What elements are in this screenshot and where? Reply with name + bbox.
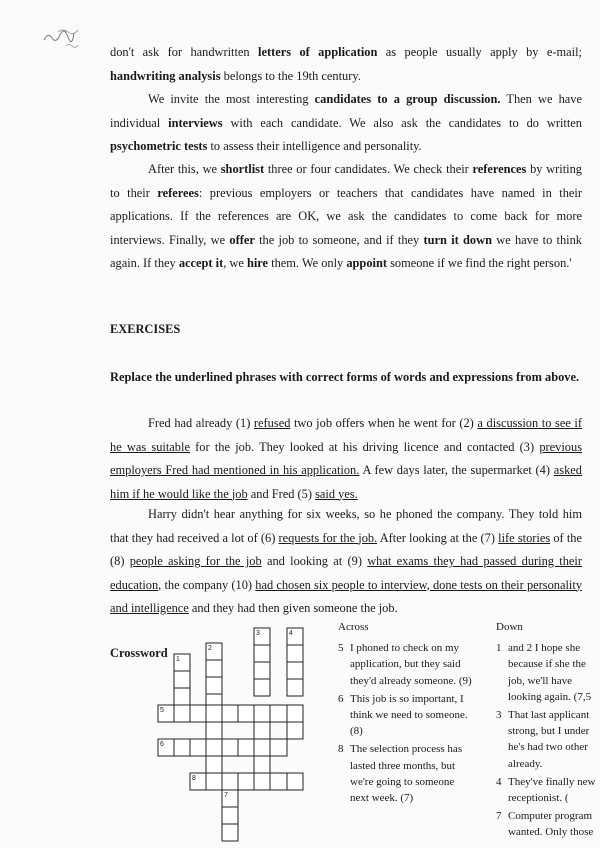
paragraph-group-discussion: We invite the most interesting candidates to a group discussion. Then we have individual interviews with each candidate. We also ask the candidates to do written psychometric tests to assess their intelligence and personality.: [110, 92, 582, 153]
crossword-heading: Crossword: [110, 646, 168, 660]
clue-down-4: 4 They've finally new receptionist. (: [496, 775, 596, 805]
paragraph-application-methods: don't ask for handwritten letters of application as people usually apply by e-mail; handwriting analysis belongs to the 19th century.: [110, 45, 582, 83]
clue-across-6: 6 This job is so important, I think we need to someone. (8): [338, 692, 468, 738]
clue-down-7: 7 Computer program wanted. Only those: [496, 810, 594, 839]
crossword-grid[interactable]: [150, 626, 330, 848]
cell-number: 3: [256, 630, 260, 637]
down-heading: Down: [496, 621, 523, 633]
cell-number: 7: [224, 792, 228, 799]
cell-number: 8: [192, 775, 196, 782]
cell-number: 2: [208, 645, 212, 652]
cell-number: 4: [289, 630, 293, 637]
exercise-paragraph-fred: Fred had already (1) refused two job offers when he went for (2) a discussion to see if he was suitable for the job. They looked at his driving licence and contacted (3) previous employers Fred had mentioned in his application. A few days later, the supermarket (4) asked him if he would like the job and Fred (5) said yes.: [110, 416, 583, 501]
exercises-heading: EXERCISES: [110, 322, 181, 336]
across-heading: Across: [338, 621, 369, 633]
clue-across-5: 5 I phoned to check on my application, but they said they'd already someone. (9): [338, 642, 472, 687]
down-clues: [496, 619, 600, 841]
clue-down-3: 3 That last applicant strong, but I under he's had two other already.: [496, 709, 590, 770]
cell-number: 1: [176, 656, 180, 663]
paragraph-shortlist: After this, we shortlist three or four candidates. We check their references by writing to their referees: previous employers or teachers that candidates have named in their applications. If the references are OK, we ask the candidates to come back for more interviews. Finally, we offer the job to someone, and if they turn it down we have to think again. If they accept it, we hire them. We only appoint someone if we find the right person.': [110, 162, 583, 270]
clue-down-1: 1 and 2 I hope she because if she the job, we'll have looking again. (7,5: [496, 642, 592, 703]
cell-number: 6: [160, 741, 164, 748]
exercise-instruction: Replace the underlined phrases with correct forms of words and expressions from above.: [110, 370, 580, 384]
exercise-paragraph-harry: Harry didn't hear anything for six weeks, so he phoned the company. They told him that they had received a lot of (6) requests for the job. After looking at the (7) life stories of the (8) people asking for the job and looking at (9) what exams they had passed during their education, the company (10) had chosen six people to interview, done tests on their personality and intelligence and they had then given someone the job.: [110, 507, 583, 615]
across-clues: [338, 619, 474, 806]
handwritten-mark: [40, 22, 90, 50]
cell-number: 5: [160, 707, 164, 714]
clue-across-8: 8 The selection process has lasted three months, but we're going to someone next week. (7): [338, 743, 463, 805]
